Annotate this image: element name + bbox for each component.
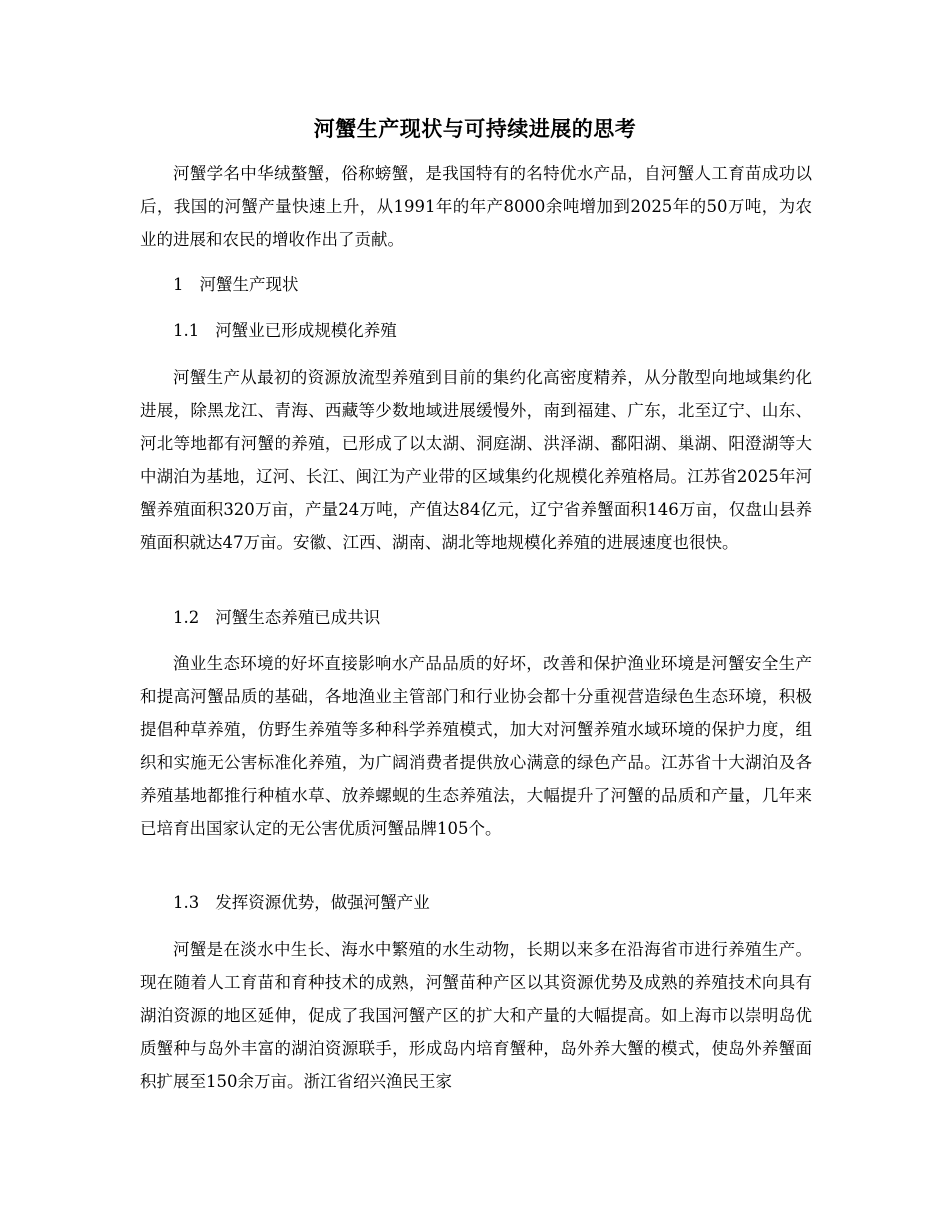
section-number: 1.1 [173,321,200,340]
section-1-2-heading [173,601,380,634]
section-1-1-body: 河蟹生产从最初的资源放流型养殖到目前的集约化高密度精养，从分散型向地域集约化进展，除黑龙江、青海、西藏等少数地域进展缓慢外，南到福建、广东，北至辽宁、山东、河北等地都有河蟹的养殖，已形成了以太湖、洞庭湖、洪泽湖、鄱阳湖、巢湖、阳澄湖等大中湖泊为基地，辽河、长江、闽江为产业带的区域集约化规模化养殖格局。江苏省2025年河蟹养殖面积320万亩，产量24万吨，产值达84亿元，辽宁省养蟹面积146万亩，仅盘山县养殖面积就达47万亩。安徽、江西、湖南、湖北等地规模化养殖的进展速度也很快。 [140,368,812,552]
section-number: 1 [173,275,184,294]
section-title: 河蟹生产现状 [199,275,299,294]
section-title: 河蟹生态养殖已成共识 [215,608,381,627]
section-title: 河蟹业已形成规模化养殖 [215,321,397,340]
section-number: 1.3 [173,893,200,912]
section-number: 1.2 [173,608,200,627]
document-title: 河蟹生产现状与可持续进展的思考 [313,116,637,141]
intro-paragraph: 河蟹学名中华绒螯蟹，俗称螃蟹，是我国特有的名特优水产品，自河蟹人工育苗成功以后，我国的河蟹产量快速上升，从1991年的年产8000余吨增加到2025年的50万吨，为农业的进展和农民的增收作出了贡献。 [140,164,812,249]
section-1-3-body: 河蟹是在淡水中生长、海水中繁殖的水生动物，长期以来多在沿海省市进行养殖生产。现在随着人工育苗和育种技术的成熟，河蟹苗种产区以其资源优势及成熟的养殖技术向具有湖泊资源的地区延伸，促成了我国河蟹产区的扩大和产量的大幅提高。如上海市以崇明岛优质蟹种与岛外丰富的湖泊资源联手，形成岛内培育蟹种，岛外养大蟹的模式，使岛外养蟹面积扩展至150余万亩。浙江省绍兴渔民王家 [140,940,812,1091]
section-1-3-heading [173,886,430,919]
section-1-heading [173,268,299,301]
section-title: 发挥资源优势，做强河蟹产业 [215,893,430,912]
section-1-1-heading [173,314,397,347]
section-1-2-body: 渔业生态环境的好坏直接影响水产品品质的好坏，改善和保护渔业环境是河蟹安全生产和提高河蟹品质的基础，各地渔业主管部门和行业协会都十分重视营造绿色生态环境，积极提倡种草养殖，仿野生养殖等多种科学养殖模式，加大对河蟹养殖水域环境的保护力度，组织和实施无公害标准化养殖，为广阔消费者提供放心满意的绿色产品。江苏省十大湖泊及各养殖基地都推行种植水草、放养螺蚬的生态养殖法，大幅提升了河蟹的品质和产量，几年来已培育出国家认定的无公害优质河蟹品牌105个。 [140,654,812,838]
